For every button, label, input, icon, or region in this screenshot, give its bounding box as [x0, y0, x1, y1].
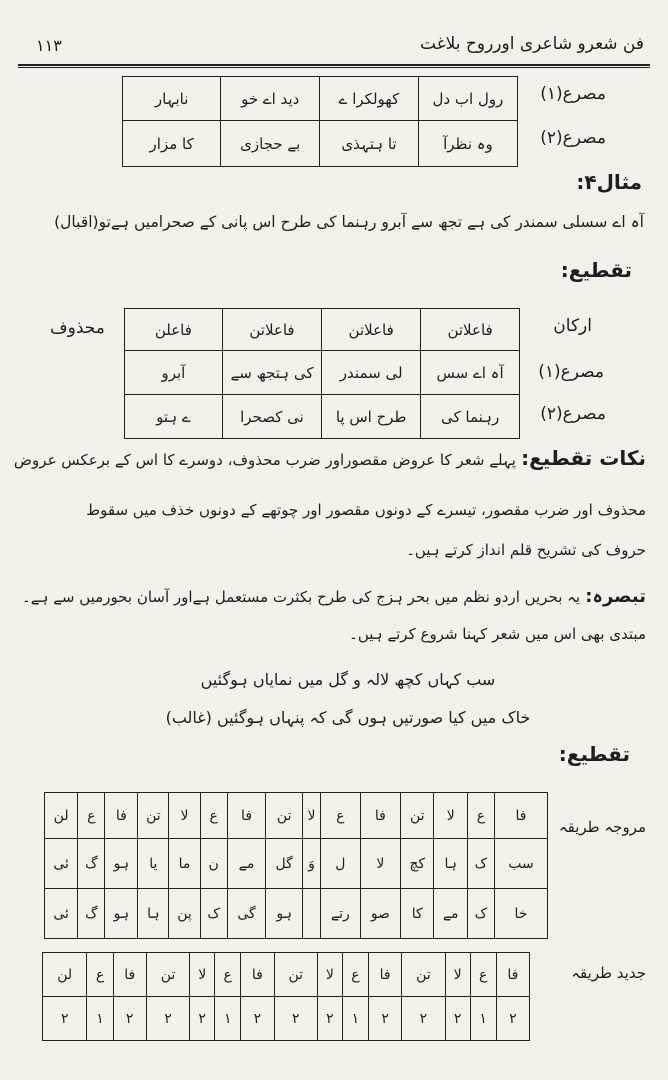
cell: کی ہتجھ سے	[222, 351, 321, 395]
table-row	[45, 839, 548, 889]
scansion-cell: ہا	[434, 839, 467, 889]
scansion-cell: فا	[360, 793, 400, 839]
scansion-cell: فا	[105, 793, 138, 839]
scansion-cell: ۲	[402, 997, 445, 1041]
scansion-cell: گی	[227, 889, 266, 939]
scansion-cell: ک	[467, 839, 494, 889]
scansion-cell: تن	[266, 793, 303, 839]
tabsira-text: یہ بحریں اردو نظم میں بحر ہزج کی طرح بکثرت مستعمل ہےاور آسان بحورمیں سے ہے۔	[21, 588, 581, 606]
murawwaja-label: مروجہ طریقہ	[558, 818, 646, 836]
scansion-cell: فا	[227, 793, 266, 839]
scansion-cell: ل	[320, 839, 360, 889]
scansion-cell: ہو	[105, 839, 138, 889]
scansion-cell: لا	[445, 953, 470, 997]
table-row	[45, 793, 548, 839]
cell: فاعلاتن	[222, 309, 321, 351]
misra2-label: مصرع(۲)	[540, 404, 606, 424]
scansion-cell: ۲	[190, 997, 215, 1041]
scansion-cell: ما	[169, 839, 200, 889]
scansion-cell: تن	[138, 793, 169, 839]
scansion-cell: ۲	[113, 997, 146, 1041]
scansion-cell: ہو	[105, 889, 138, 939]
scansion-cell: سب	[494, 839, 547, 889]
scansion-cell: ع	[200, 793, 227, 839]
cell: کھولکرا ے	[320, 77, 419, 121]
scansion-cell: ۱	[215, 997, 241, 1041]
scansion-cell: خا	[494, 889, 547, 939]
tabsira-heading: تبصرہ:	[585, 586, 646, 607]
scansion-cell: ۲	[43, 997, 87, 1041]
cell: کا مزار	[123, 121, 221, 167]
scansion-cell: پن	[169, 889, 200, 939]
scansion-cell: لا	[434, 793, 467, 839]
scansion-cell: ع	[78, 793, 105, 839]
scansion-cell: تن	[402, 953, 445, 997]
scansion-cell: فا	[241, 953, 274, 997]
scansion-cell: ع	[320, 793, 360, 839]
scansion-cell: گل	[266, 839, 303, 889]
page-number: ۱۱۳	[36, 36, 62, 55]
header-rule	[18, 64, 650, 66]
scansion-cell: تن	[146, 953, 189, 997]
scansion-cell: صو	[360, 889, 400, 939]
cell: ے ہتو	[125, 395, 223, 439]
scansion-cell: ۱	[470, 997, 496, 1041]
nukaat-text: پہلے شعر کا عروض مقصوراور ضرب محذوف، دوسرے کا اس کے برعکس عروض	[13, 451, 516, 469]
cell: فاعلن	[125, 309, 223, 351]
nukaat-heading: نکات تقطیع:	[521, 446, 646, 470]
scansion-cell	[302, 889, 320, 939]
arkan-label: ارکان	[553, 316, 592, 336]
header-rule-thin	[18, 67, 650, 68]
tabsira-line1	[20, 586, 646, 607]
scansion-cell: ع	[467, 793, 494, 839]
ghalib-verse-line2: خاک میں کیا صورتیں ہوں گی کہ پنہاں ہوگئیں (غالب)	[165, 708, 531, 727]
scansion-cell: کچ	[401, 839, 434, 889]
scansion-cell: لا	[360, 839, 400, 889]
cell: نی کصحرا	[222, 395, 321, 439]
taqti1-heading: تقطیع:	[560, 258, 632, 282]
cell: رول اب دل	[418, 77, 517, 121]
scansion-cell: کا	[401, 889, 434, 939]
cell: رہنما کی	[421, 395, 520, 439]
table-row	[43, 997, 530, 1041]
scansion-cell: ک	[467, 889, 494, 939]
scansion-cell: ہو	[266, 889, 303, 939]
table-row	[45, 889, 548, 939]
scansion-cell: ع	[470, 953, 496, 997]
cell: بے حجازی	[221, 121, 320, 167]
misra1-label: مصرع(۱)	[540, 84, 606, 104]
scansion-cell: تن	[401, 793, 434, 839]
cell: وہ نظرآ	[418, 121, 517, 167]
scansion-cell: ۱	[342, 997, 368, 1041]
scansion-cell: تن	[274, 953, 317, 997]
jadeed-label: جدید طریقہ	[571, 964, 646, 982]
table-row	[43, 953, 530, 997]
mahzoof-label: محذوف	[50, 318, 105, 338]
scansion-cell: ک	[200, 889, 227, 939]
cell: فاعلاتن	[421, 309, 520, 351]
scansion-cell: ۲	[241, 997, 274, 1041]
scansion-cell: ع	[342, 953, 368, 997]
taqti1-table	[124, 308, 520, 439]
cell: دید اے خو	[221, 77, 320, 121]
scansion-cell: لن	[43, 953, 87, 997]
misra2-label: مصرع(۲)	[540, 128, 606, 148]
scansion-cell: ۲	[146, 997, 189, 1041]
scansion-cell: لا	[169, 793, 200, 839]
taqti2-heading: تقطیع:	[558, 742, 630, 766]
scansion-cell: مے	[227, 839, 266, 889]
cell: آبرو	[125, 351, 223, 395]
scansion-cell: ۲	[496, 997, 529, 1041]
scansion-cell: لا	[190, 953, 215, 997]
scansion-cell: رتے	[320, 889, 360, 939]
scansion-cell: لا	[302, 793, 320, 839]
example4-verse: آہ اے سسلی سمندر کی ہے تجھ سے آبرو رہنما کی طرح اس پانی کے صحرامیں ہےتو(اقبال)	[54, 213, 644, 231]
scansion-cell: فا	[113, 953, 146, 997]
cell: لی سمندر	[322, 351, 421, 395]
scansion-cell: لن	[45, 793, 78, 839]
scansion-cell: فا	[496, 953, 529, 997]
scansion-cell: ع	[215, 953, 241, 997]
scansion-cell: یا	[138, 839, 169, 889]
cell: آہ اے سس	[421, 351, 520, 395]
scansion-cell: وَ	[302, 839, 320, 889]
scansion-cell: مے	[434, 889, 467, 939]
running-header: فن شعرو شاعری اورروح بلاغت	[420, 34, 644, 54]
scansion-cell: ۲	[368, 997, 401, 1041]
scansion-cell: ہا	[138, 889, 169, 939]
scansion-cell: ۲	[274, 997, 317, 1041]
scansion-cell: ۲	[445, 997, 470, 1041]
ghalib-verse-line1: سب کہاں کچھ لالہ و گل میں نمایاں ہوگئیں	[200, 670, 496, 689]
scansion-cell: لا	[317, 953, 342, 997]
scansion-cell: ئی	[45, 839, 78, 889]
scansion-cell: گ	[78, 839, 105, 889]
cell: طرح اس پا	[322, 395, 421, 439]
nukaat-line2: محذوف اور ضرب مقصور، تیسرے کے دونوں مقصور اور چوتھے کے دونوں خذف میں سقوط	[86, 501, 646, 519]
scansion-cell: ع	[87, 953, 113, 997]
murawwaja-table	[44, 792, 548, 939]
misra1-label: مصرع(۱)	[538, 362, 604, 382]
example4-heading: مثال۴:	[576, 170, 642, 194]
scansion-cell: ن	[200, 839, 227, 889]
example3-table	[122, 76, 518, 167]
tabsira-line2: مبتدی بھی اس میں شعر کہنا شروع کرتے ہیں۔	[349, 625, 646, 643]
nukaat-line1	[13, 446, 646, 470]
scansion-cell: فا	[494, 793, 547, 839]
scansion-cell: فا	[368, 953, 401, 997]
scansion-cell: ۲	[317, 997, 342, 1041]
nukaat-line3: حروف کی تشریح قلم انداز کرتے ہیں۔	[406, 541, 646, 559]
cell: تا ہتہذی	[320, 121, 419, 167]
jadeed-table	[42, 952, 530, 1041]
cell: فاعلاتن	[322, 309, 421, 351]
scansion-cell: گ	[78, 889, 105, 939]
scansion-cell: ئی	[45, 889, 78, 939]
cell: نابہار	[123, 77, 221, 121]
scansion-cell: ۱	[87, 997, 113, 1041]
